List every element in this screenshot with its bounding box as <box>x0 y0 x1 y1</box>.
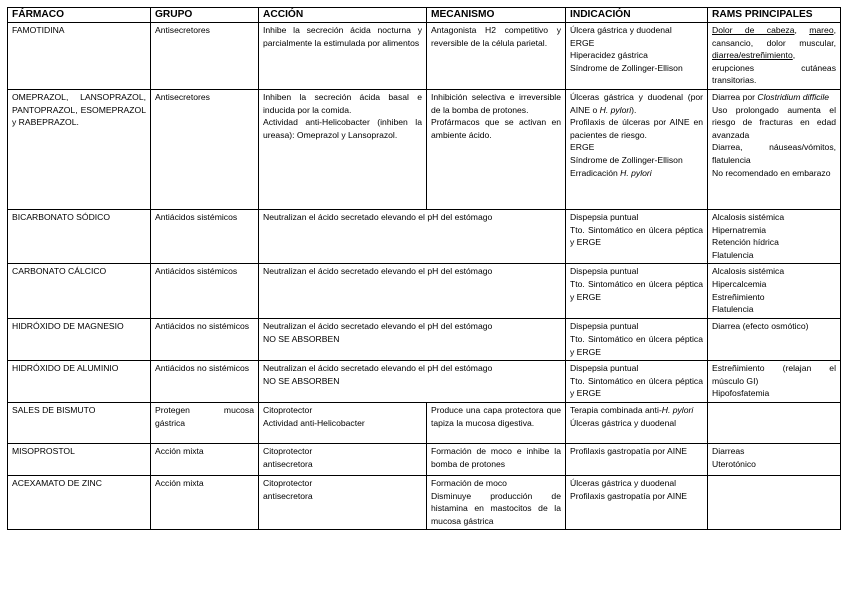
indicacion-line: ERGE <box>570 37 595 48</box>
header-farmaco: FÁRMACO <box>8 8 151 23</box>
indicacion-line: Úlceras gástrica y duodenal <box>570 417 677 428</box>
h-pylori-text: H. pylori <box>599 104 632 115</box>
cell-grupo: Antiácidos sistémicos <box>151 264 259 319</box>
rams-line: Hipercalcemia <box>712 278 767 289</box>
accion-line: NO SE ABSORBEN <box>263 333 340 344</box>
indicacion-text: Erradicación <box>570 167 621 178</box>
cell-accion <box>259 361 566 403</box>
rams-line: Alcalosis sistémica <box>712 266 785 277</box>
cell-indicacion <box>566 402 708 443</box>
cell-indicacion: Profilaxis gastropatía por AINE <box>566 443 708 475</box>
header-grupo: GRUPO <box>151 8 259 23</box>
rams-clostridium: Clostridium difficile <box>757 92 830 102</box>
cell-accion <box>259 443 427 475</box>
indicacion-line: Síndrome de Zollinger-Ellison <box>570 62 683 73</box>
indicacion-line: Tto. Sintomático en úlcera péptica y ERGE <box>570 278 703 302</box>
accion-line: Neutralizan el ácido secretado elevando el pH del estómago <box>263 363 493 374</box>
table-header-row <box>8 8 841 23</box>
rams-line: Diarreas <box>712 445 745 456</box>
cell-grupo: Antiácidos no sistémicos <box>151 361 259 403</box>
cell-rams <box>708 264 841 319</box>
cell-mecanismo: Formación de moco e inhibe la bomba de protones <box>427 443 566 475</box>
rams-line: Estreñimiento <box>712 291 765 302</box>
accion-line: Neutralizan el ácido secretado elevando el pH del estómago <box>263 321 493 332</box>
rams-line: Hipofosfatemia <box>712 388 770 399</box>
indicacion-line: Dispepsia puntual <box>570 363 639 374</box>
indicacion-line <box>570 404 703 417</box>
cell-mecanismo <box>427 90 566 210</box>
cell-grupo: Antiácidos no sistémicos <box>151 319 259 361</box>
rams-line: Flatulencia <box>712 249 754 260</box>
table-row <box>8 475 841 529</box>
accion-line: Actividad anti-Helicobacter (inhiben la ureasa): Omeprazol y Lansoprazol. <box>263 117 422 140</box>
cell-indicacion <box>566 475 708 529</box>
mecanismo-line: Disminuye producción de histamina en mastocitos de la mucosa gástrica <box>431 490 561 526</box>
table-row <box>8 23 841 90</box>
rams-diarrea: diarrea/estreñimiento <box>712 50 793 61</box>
indicacion-line: Dispepsia puntual <box>570 321 639 332</box>
table-row <box>8 264 841 319</box>
header-accion: ACCIÓN <box>259 8 427 23</box>
indicacion-line <box>570 91 703 116</box>
cell-farmaco: OMEPRAZOL, LANSOPRAZOL, PANTOPRAZOL, ESOMEPRAZOL y RABEPRAZOL. <box>8 90 151 210</box>
cell-grupo: Antisecretores <box>151 90 259 210</box>
header-indicacion: INDICACIÓN <box>566 8 708 23</box>
cell-indicacion <box>566 90 708 210</box>
indicacion-line: Tto. Sintomático en úlcera péptica y ERGE <box>570 224 703 248</box>
rams-erupciones: erupciones cutáneas transitorias. <box>712 62 836 86</box>
cell-indicacion <box>566 264 708 319</box>
accion-line: Actividad anti-Helicobacter <box>263 417 365 428</box>
indicacion-text: Terapia combinada anti- <box>570 404 662 415</box>
cell-rams <box>708 210 841 264</box>
h-pylori-text: H. pylori <box>620 167 652 178</box>
h-pylori-text: H. pylori <box>661 404 694 415</box>
cell-mecanismo: Antagonista H2 competitivo y reversible de la célula parietal. <box>427 23 566 90</box>
table-row <box>8 319 841 361</box>
accion-line: Citoprotector <box>263 404 313 415</box>
indicacion-line: Hiperacidez gástrica <box>570 50 648 61</box>
header-rams: RAMS PRINCIPALES <box>708 8 841 23</box>
rams-dolor-cabeza: Dolor de cabeza <box>712 25 795 35</box>
cell-farmaco: ACEXAMATO DE ZINC <box>8 475 151 529</box>
indicacion-text: ). <box>631 104 637 115</box>
cell-rams: Dolor de cabeza, mareo, cansancio, dolor muscular, diarrea/estreñimiento, erupciones cutáneas transitorias. <box>708 23 841 90</box>
mecanismo-line: Profármacos que se activan en ambiente ácido. <box>431 117 561 140</box>
mecanismo-line: Formación de moco <box>431 477 507 488</box>
rams-line <box>712 91 836 104</box>
rams-line: Estreñimiento (relajan el músculo GI) <box>712 363 836 386</box>
cell-accion <box>259 475 427 529</box>
table-row <box>8 443 841 475</box>
cell-accion: Neutralizan el ácido secretado elevando el pH del estómago <box>259 210 566 264</box>
cell-farmaco: SALES DE BISMUTO <box>8 402 151 443</box>
cell-farmaco: HIDRÓXIDO DE MAGNESIO <box>8 319 151 361</box>
rams-cansancio: cansancio, dolor muscular, <box>712 37 836 48</box>
rams-mareo: mareo <box>809 25 834 35</box>
indicacion-line: Tto. Sintomático en úlcera péptica y ERGE <box>570 375 703 399</box>
accion-line: Inhiben la secreción ácida basal e inducida por la comida. <box>263 92 422 115</box>
accion-line: NO SE ABSORBEN <box>263 375 340 386</box>
header-mecanismo: MECANISMO <box>427 8 566 23</box>
cell-grupo: Protegen mucosa gástrica <box>151 402 259 443</box>
table-row <box>8 90 841 210</box>
accion-line: antisecretora <box>263 490 313 501</box>
drug-table <box>7 7 841 530</box>
cell-grupo: Acción mixta <box>151 475 259 529</box>
cell-farmaco: CARBONATO CÁLCICO <box>8 264 151 319</box>
cell-farmaco: MISOPROSTOL <box>8 443 151 475</box>
cell-rams <box>708 402 841 443</box>
table-row <box>8 361 841 403</box>
cell-rams <box>708 90 841 210</box>
accion-line: antisecretora <box>263 458 313 469</box>
mecanismo-line: Inhibición selectiva e irreversible de la bomba de protones. <box>431 92 561 115</box>
cell-indicacion <box>566 361 708 403</box>
accion-line: Citoprotector <box>263 445 313 456</box>
rams-line: Alcalosis sistémica <box>712 212 785 222</box>
rams-line: Flatulencia <box>712 304 754 315</box>
rams-text: Diarrea por <box>712 92 758 102</box>
indicacion-line: ERGE <box>570 142 595 153</box>
table-row <box>8 402 841 443</box>
cell-mecanismo <box>427 475 566 529</box>
cell-farmaco: BICARBONATO SÓDICO <box>8 210 151 264</box>
cell-indicacion <box>566 210 708 264</box>
cell-rams <box>708 361 841 403</box>
cell-grupo: Acción mixta <box>151 443 259 475</box>
indicacion-line: Profilaxis de úlceras por AINE en pacientes de riesgo. <box>570 117 703 140</box>
indicacion-line: Úlceras gástrica y duodenal <box>570 477 677 488</box>
cell-accion <box>259 402 427 443</box>
cell-mecanismo: Produce una capa protectora que tapiza la mucosa digestiva. <box>427 402 566 443</box>
rams-line: Uterotónico <box>712 458 756 469</box>
rams-line: Retención hídrica <box>712 237 779 248</box>
cell-rams <box>708 475 841 529</box>
cell-accion: Inhibe la secreción ácida nocturna y parcialmente la estimulada por alimentos <box>259 23 427 90</box>
indicacion-line <box>570 167 703 180</box>
cell-accion <box>259 90 427 210</box>
cell-rams: Diarrea (efecto osmótico) <box>708 319 841 361</box>
cell-grupo: Antiácidos sistémicos <box>151 210 259 264</box>
rams-line: Hipernatremia <box>712 224 766 235</box>
indicacion-text: Úlceras gástrica y duodenal (por AINE o <box>570 92 703 115</box>
rams-line: No recomendado en embarazo <box>712 167 831 178</box>
cell-indicacion <box>566 23 708 90</box>
accion-line: Citoprotector <box>263 477 313 488</box>
rams-line: Diarrea, náuseas/vómitos, flatulencia <box>712 142 836 165</box>
table-row <box>8 210 841 264</box>
cell-accion: Neutralizan el ácido secretado elevando el pH del estómago <box>259 264 566 319</box>
indicacion-line: Dispepsia puntual <box>570 266 639 277</box>
cell-accion <box>259 319 566 361</box>
indicacion-line: Dispepsia puntual <box>570 212 639 222</box>
cell-indicacion <box>566 319 708 361</box>
cell-farmaco: FAMOTIDINA <box>8 23 151 90</box>
indicacion-line: Síndrome de Zollinger-Ellison <box>570 154 683 165</box>
indicacion-line: Profilaxis gastropatía por AINE <box>570 490 688 501</box>
indicacion-line: Tto. Sintomático en úlcera péptica y ERGE <box>570 333 703 357</box>
cell-rams <box>708 443 841 475</box>
cell-farmaco: HIDRÓXIDO DE ALUMINIO <box>8 361 151 403</box>
indicacion-line: Úlcera gástrica y duodenal <box>570 25 672 35</box>
rams-line: Uso prolongado aumenta el riesgo de fracturas en edad avanzada <box>712 104 836 140</box>
cell-grupo: Antisecretores <box>151 23 259 90</box>
